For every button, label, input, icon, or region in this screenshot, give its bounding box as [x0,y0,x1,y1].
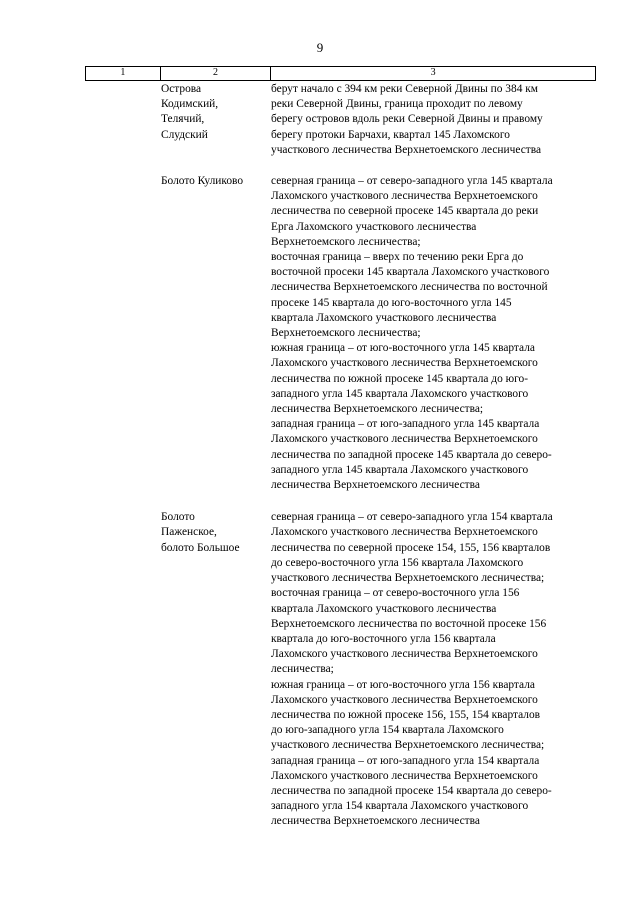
boundary-description-line: берут начало с 394 км реки Северной Двины по 384 км [271,83,538,95]
boundary-description-line: лесничества по западной просеке 154 квартала до северо- [271,784,552,797]
object-name-line: Кодимский, [161,98,219,111]
object-name-cell [159,82,269,158]
object-name-line: Болото Куликово [161,175,244,188]
boundary-description-line: Лахомского участкового лесничества Верхнетоемского [271,357,538,370]
table-row [85,510,596,829]
boundary-description-line: Лахомского участкового лесничества Верхнетоемского [271,769,538,782]
boundary-description-line: южная граница – от юго-восточного угла 156 квартала [271,678,535,691]
boundary-description-line: лесничества Верхнетоемского лесничества; [271,403,484,416]
page-number: 9 [316,40,324,55]
boundary-description-cell [269,174,594,493]
boundary-description-line: Ерга Лахомского участкового лесничества [271,220,477,233]
boundary-description-line: Лахомского участкового лесничества Верхнетоемского [271,526,538,539]
boundary-description-cell [269,510,594,829]
boundary-description-line: западного угла 145 квартала Лахомского участкового [271,463,529,476]
boundary-description-cell [269,82,594,158]
boundary-description-line: квартала до юго-восточного угла 156 квартала [271,632,496,645]
table-body [85,82,596,830]
boundary-description-line: берегу островов вдоль реки Северной Двины и правому [271,113,543,126]
boundary-description-line: западного угла 154 квартала Лахомского участкового [271,800,529,813]
object-name-cell [159,174,269,493]
boundary-description-line: восточной просеки 145 квартала Лахомского участкового [271,266,550,279]
boundary-description-line: лесничества Верхнетоемского лесничества [271,479,480,492]
boundary-description-line: северная граница – от северо-западного угла 154 квартала [271,511,553,524]
table-row [85,174,596,493]
boundary-description-line: лесничества по западной просеке 145 квартала до северо- [271,448,552,461]
object-name-line: болото Большое [161,541,240,554]
boundary-description-line: Лахомского участкового лесничества Верхнетоемского [271,648,538,661]
object-name-line: Паженское, [161,526,217,539]
object-name-line: Болото [161,511,195,524]
boundary-description-line: западная граница – от юго-западного угла 154 квартала [271,754,540,767]
table-row [85,82,596,158]
boundary-description-line: лесничества Верхнетоемского лесничества по восточной [271,281,548,294]
boundary-description-line: Верхнетоемского лесничества; [271,327,421,340]
boundary-description-line: лесничества по северной просеке 145 квартала до реки [271,205,539,218]
boundary-description-line: просеке 145 квартала до юго-восточного угла 145 [271,296,512,309]
boundary-description-line: лесничества; [271,663,334,676]
boundary-description-line: лесничества Верхнетоемского лесничества [271,815,480,828]
boundary-description-line: до юго-западного угла 154 квартала Лахомского [271,724,504,737]
object-name-line: Слудский [161,128,208,141]
boundary-description-line: западного угла 145 квартала Лахомского участкового [271,387,529,400]
boundary-description-line: Лахомского участкового лесничества Верхнетоемского [271,693,538,706]
empty-number-cell [85,510,159,829]
column-header-1: 1 [85,67,160,80]
boundary-description-line: лесничества по северной просеке 154, 155, 156 кварталов [271,541,551,554]
object-name-line: Острова [161,83,202,95]
boundary-description-line: Верхнетоемского лесничества по восточной просеке 156 [271,617,547,630]
boundary-description-line: до северо-восточного угла 156 квартала Лахомского [271,556,524,569]
boundary-description-line: восточная граница – вверх по течению реки Ерга до [271,251,524,264]
boundary-description-line: Лахомского участкового лесничества Верхнетоемского [271,190,538,203]
boundary-description-line: северная граница – от северо-западного угла 145 квартала [271,175,553,188]
boundary-description-line: Верхнетоемского лесничества; [271,235,421,248]
boundary-description-line: западная граница – от юго-западного угла 145 квартала [271,418,540,431]
boundary-description-line: восточная граница – от северо-восточного угла 156 [271,587,520,600]
column-header-3: 3 [270,67,596,80]
column-header-2: 2 [160,67,271,80]
object-name-line: Телячий, [161,113,205,126]
empty-number-cell [85,82,159,158]
boundary-description-line: лесничества по южной просеке 145 квартала до юго- [271,372,529,385]
boundary-description-line: квартала Лахомского участкового лесничества [271,311,497,324]
boundary-description-line: участкового лесничества Верхнетоемского лесничества [271,143,542,156]
table-header-row [85,66,596,81]
empty-number-cell [85,174,159,493]
boundary-description-line: лесничества по южной просеке 156, 155, 154 кварталов [271,708,541,721]
boundaries-table [85,66,596,830]
boundary-description-line: южная граница – от юго-восточного угла 145 квартала [271,342,535,355]
boundary-description-line: Лахомского участкового лесничества Верхнетоемского [271,433,538,446]
boundary-description-line: берегу протоки Барчахи, квартал 145 Лахомского [271,128,510,141]
boundary-description-line: реки Северной Двины, граница проходит по левому [271,98,523,111]
object-name-cell [159,510,269,829]
boundary-description-line: квартала Лахомского участкового лесничества [271,602,497,615]
boundary-description-line: участкового лесничества Верхнетоемского лесничества; [271,739,545,752]
boundary-description-line: участкового лесничества Верхнетоемского лесничества; [271,572,545,585]
